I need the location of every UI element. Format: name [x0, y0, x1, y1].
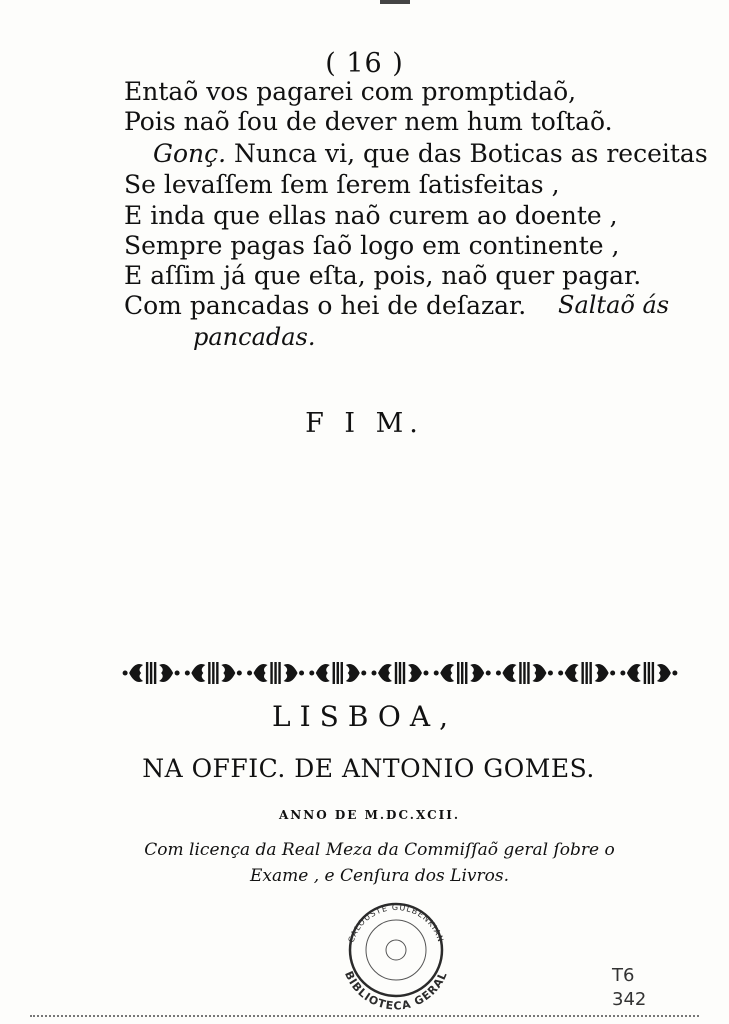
verse-text: Nunca vi, que das Boticas as receitas — [234, 139, 708, 168]
fleuron-icon — [558, 662, 615, 684]
stamp-top-text: CALOUSTE GULBENKIAN — [346, 902, 446, 944]
library-stamp-icon — [334, 892, 458, 1016]
verse-line: E aſſim já que eſta, pois, naõ quer pagar. — [124, 261, 642, 290]
fleuron-border-icon — [120, 656, 680, 690]
call-number-line: 342 — [612, 989, 647, 1010]
license-line: Exame , e Cenſura dos Livros. — [250, 866, 509, 886]
fleuron-icon — [123, 662, 180, 684]
verse-line: Sempre pagas ſaõ logo em continente , — [124, 231, 620, 260]
speaker-name: Gonç. — [153, 139, 227, 168]
imprint-license — [0, 837, 729, 889]
svg-text:CALOUSTE GULBENKIAN — [347, 903, 446, 944]
stage-direction-continued: pancadas. — [193, 323, 316, 351]
verse-line: Se levaſſem ſem ſerem ſatisfeitas , — [124, 170, 560, 199]
page-edge-mark — [380, 0, 410, 4]
fleuron-icon — [309, 662, 366, 684]
page-bottom-edge — [30, 1015, 699, 1020]
imprint-city: LISBOA, — [271, 700, 457, 733]
stamp-bottom-text: BIBLIOTECA GERAL — [342, 969, 450, 1013]
call-number — [612, 964, 672, 1014]
fleuron-icon — [496, 662, 553, 684]
verse-line: Entaõ vos pagarei com promptidaõ, — [124, 77, 577, 106]
imprint-year: ANNO DE M.DC.XCII. — [278, 808, 461, 822]
license-line: Com licença da Real Meza da Commiſſaõ geral ſobre o — [144, 840, 615, 860]
page-number: ( 16 ) — [325, 48, 404, 79]
end-title: F I M. — [305, 408, 424, 439]
stage-direction: Saltaõ ás — [558, 291, 670, 319]
fleuron-icon — [247, 662, 304, 684]
verse-line-with-speaker — [153, 139, 708, 169]
call-number-line: T6 — [612, 965, 635, 986]
fleuron-icon — [620, 662, 677, 684]
fleuron-icon — [434, 662, 491, 684]
fleuron-icon — [185, 662, 242, 684]
imprint-office: NA OFFIC. DE ANTONIO GOMES. — [142, 754, 595, 783]
verse-line: Com pancadas o hei de deſazar. — [124, 291, 527, 320]
verse-line: Pois naõ ſou de dever nem hum toſtaõ. — [124, 107, 613, 136]
verse-line: E inda que ellas naõ curem ao doente , — [124, 201, 618, 230]
fleuron-icon — [372, 662, 429, 684]
